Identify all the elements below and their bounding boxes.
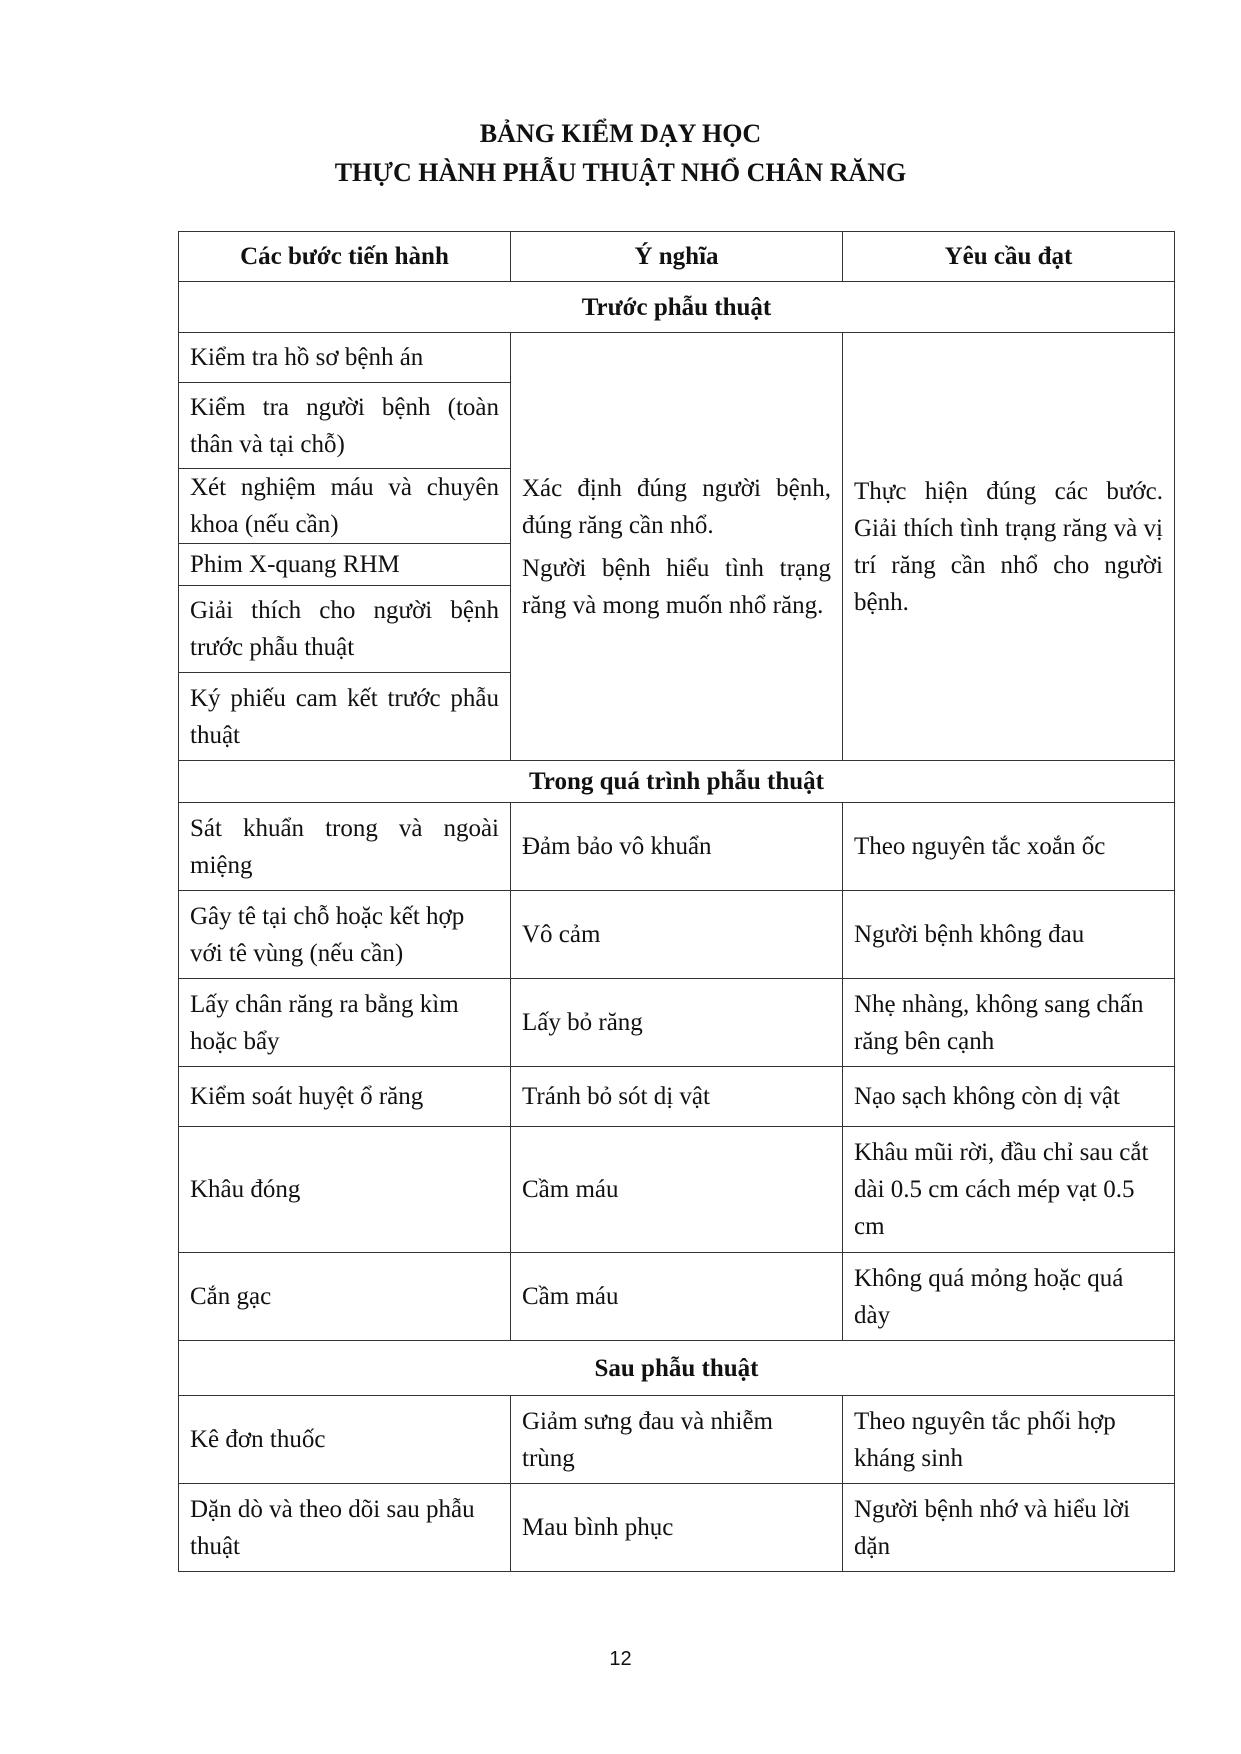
header-meaning: Ý nghĩa bbox=[511, 232, 843, 282]
checklist-table bbox=[178, 231, 1175, 1572]
table-row bbox=[179, 1067, 1175, 1127]
step-cell: Giải thích cho người bệnh trước phẫu thuật bbox=[179, 586, 511, 673]
step-cell: Ký phiếu cam kết trước phẫu thuật bbox=[179, 673, 511, 761]
step-cell: Kiểm soát huyệt ổ răng bbox=[179, 1067, 511, 1127]
step-cell: Kê đơn thuốc bbox=[179, 1396, 511, 1484]
meaning-cell: Tránh bỏ sót dị vật bbox=[511, 1067, 843, 1127]
section-row bbox=[179, 761, 1175, 803]
header-steps: Các bước tiến hành bbox=[179, 232, 511, 282]
meaning-cell: Cầm máu bbox=[511, 1127, 843, 1253]
meaning-cell-merged bbox=[511, 333, 843, 761]
meaning-cell: Cầm máu bbox=[511, 1253, 843, 1341]
table-row bbox=[179, 1253, 1175, 1341]
requirement-cell: Nhẹ nhàng, không sang chấn răng bên cạnh bbox=[843, 979, 1175, 1067]
section-title-during: Trong quá trình phẫu thuật bbox=[179, 761, 1175, 803]
section-title-after: Sau phẫu thuật bbox=[179, 1341, 1175, 1396]
requirement-cell: Theo nguyên tắc phối hợp kháng sinh bbox=[843, 1396, 1175, 1484]
header-requirement: Yêu cầu đạt bbox=[843, 232, 1175, 282]
page-number: 12 bbox=[609, 1648, 632, 1670]
requirement-cell: Khâu mũi rời, đầu chỉ sau cắt dài 0.5 cm cách mép vạt 0.5 cm bbox=[843, 1127, 1175, 1253]
step-cell: Dặn dò và theo dõi sau phẫu thuật bbox=[179, 1484, 511, 1572]
table-row bbox=[179, 1127, 1175, 1253]
meaning-cell: Vô cảm bbox=[511, 891, 843, 979]
meaning-paragraph-1: Xác định đúng người bệnh, đúng răng cần nhổ. bbox=[522, 474, 831, 539]
meaning-cell: Mau bình phục bbox=[511, 1484, 843, 1572]
step-cell: Khâu đóng bbox=[179, 1127, 511, 1253]
section-title-before: Trước phẫu thuật bbox=[179, 282, 1175, 333]
step-cell: Kiểm tra người bệnh (toàn thân và tại chỗ) bbox=[179, 383, 511, 469]
step-cell: Lấy chân răng ra bằng kìm hoặc bẩy bbox=[179, 979, 511, 1067]
table-row bbox=[179, 979, 1175, 1067]
requirement-cell: Nạo sạch không còn dị vật bbox=[843, 1067, 1175, 1127]
step-cell: Sát khuẩn trong và ngoài miệng bbox=[179, 803, 511, 891]
meaning-cell: Đảm bảo vô khuẩn bbox=[511, 803, 843, 891]
table-row bbox=[179, 1484, 1175, 1572]
page-title-line-1: BẢNG KIỂM DẠY HỌC bbox=[479, 119, 762, 148]
meaning-cell: Giảm sưng đau và nhiễm trùng bbox=[511, 1396, 843, 1484]
requirement-cell-merged: Thực hiện đúng các bước. Giải thích tình trạng răng và vị trí răng cần nhổ cho người bệnh. bbox=[843, 333, 1175, 761]
requirement-cell: Người bệnh nhớ và hiểu lời dặn bbox=[843, 1484, 1175, 1572]
page-title-line-2: THỰC HÀNH PHẪU THUẬT NHỔ CHÂN RĂNG bbox=[334, 158, 907, 187]
meaning-cell: Lấy bỏ răng bbox=[511, 979, 843, 1067]
meaning-paragraph-2: Người bệnh hiểu tình trạng răng và mong muốn nhổ răng. bbox=[522, 554, 831, 619]
step-cell: Cắn gạc bbox=[179, 1253, 511, 1341]
table-row bbox=[179, 1396, 1175, 1484]
step-cell: Xét nghiệm máu và chuyên khoa (nếu cần) bbox=[179, 469, 511, 544]
requirement-cell: Theo nguyên tắc xoắn ốc bbox=[843, 803, 1175, 891]
table-row bbox=[179, 891, 1175, 979]
section-row bbox=[179, 1341, 1175, 1396]
requirement-cell: Không quá mỏng hoặc quá dày bbox=[843, 1253, 1175, 1341]
step-cell: Phim X-quang RHM bbox=[179, 544, 511, 586]
table-row bbox=[179, 333, 1175, 383]
requirement-cell: Người bệnh không đau bbox=[843, 891, 1175, 979]
step-cell: Gây tê tại chỗ hoặc kết hợp với tê vùng (nếu cần) bbox=[179, 891, 511, 979]
section-row bbox=[179, 282, 1175, 333]
table-row bbox=[179, 803, 1175, 891]
table-header-row bbox=[179, 232, 1175, 282]
step-cell: Kiểm tra hồ sơ bệnh án bbox=[179, 333, 511, 383]
